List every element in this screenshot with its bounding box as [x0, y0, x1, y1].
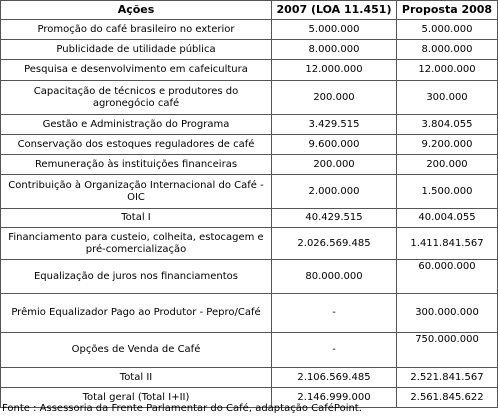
table-row	[1, 115, 498, 135]
value-2008-cell: 200.000	[397, 155, 498, 175]
value-2007-cell: 3.429.515	[272, 115, 397, 135]
value-2008-cell: 300.000.000	[397, 294, 498, 333]
value-2008-cell: 40.004.055	[397, 209, 498, 228]
acao-cell: Promoção do café brasileiro no exterior	[1, 20, 272, 40]
acao-cell: Contribuição à Organização Internacional do Café - OIC	[1, 175, 272, 209]
table-row	[1, 135, 498, 155]
value-2007-cell: 200.000	[272, 155, 397, 175]
value-2007-cell: 2.106.569.485	[272, 368, 397, 388]
total-row	[1, 368, 498, 388]
value-2008-cell: 750.000.000	[397, 333, 498, 368]
table-row	[1, 175, 498, 209]
value-2007-cell: -	[272, 333, 397, 368]
acao-cell: Prêmio Equalizador Pago ao Produtor - Pepro/Café	[1, 294, 272, 333]
acao-cell: Publicidade de utilidade pública	[1, 40, 272, 60]
total-label-cell: Total II	[1, 368, 272, 388]
table-row	[1, 60, 498, 81]
acao-cell: Opções de Venda de Café	[1, 333, 272, 368]
value-2007-cell: 9.600.000	[272, 135, 397, 155]
value-2007-cell: 40.429.515	[272, 209, 397, 228]
value-2008-cell: 2.561.845.622	[397, 388, 498, 408]
table-row	[1, 40, 498, 60]
value-2007-cell: -	[272, 294, 397, 333]
total-row	[1, 209, 498, 228]
table-row	[1, 155, 498, 175]
value-2007-cell: 5.000.000	[272, 20, 397, 40]
value-2007-cell: 80.000.000	[272, 260, 397, 294]
acao-cell: Conservação dos estoques reguladores de café	[1, 135, 272, 155]
acao-cell: Remuneração às instituições financeiras	[1, 155, 272, 175]
acao-cell: Pesquisa e desenvolvimento em cafeicultura	[1, 60, 272, 81]
table-row	[1, 260, 498, 294]
value-2007-cell: 8.000.000	[272, 40, 397, 60]
acao-cell: Equalização de juros nos financiamentos	[1, 260, 272, 294]
total-label-cell: Total I	[1, 209, 272, 228]
acao-cell: Financiamento para custeio, colheita, estocagem e pré-comercialização	[1, 228, 272, 260]
value-2008-cell: 5.000.000	[397, 20, 498, 40]
value-2008-cell: 9.200.000	[397, 135, 498, 155]
value-2008-cell: 1.500.000	[397, 175, 498, 209]
value-2008-cell: 60.000.000	[397, 260, 498, 294]
total-label-cell: Total geral (Total I+II)	[1, 388, 272, 408]
header-2008: Proposta 2008	[397, 1, 498, 20]
value-2007-cell: 2.026.569.485	[272, 228, 397, 260]
table-row	[1, 20, 498, 40]
value-2007-cell: 200.000	[272, 81, 397, 115]
acao-cell: Capacitação de técnicos e produtores do agronegócio café	[1, 81, 272, 115]
value-2008-cell: 8.000.000	[397, 40, 498, 60]
value-2007-cell: 12.000.000	[272, 60, 397, 81]
header-acoes: Ações	[1, 1, 272, 20]
table-header-row	[1, 1, 498, 20]
value-2008-cell: 3.804.055	[397, 115, 498, 135]
value-2008-cell: 300.000	[397, 81, 498, 115]
value-2008-cell: 2.521.841.567	[397, 368, 498, 388]
table-row	[1, 228, 498, 260]
value-2008-cell: 12.000.000	[397, 60, 498, 81]
value-2008-cell: 1.411.841.567	[397, 228, 498, 260]
table-row	[1, 294, 498, 333]
source-note: Fonte : Assessoria da Frente Parlamentar do Café, adaptação CaféPoint.	[2, 403, 362, 414]
acao-cell: Gestão e Administração do Programa	[1, 115, 272, 135]
table-row	[1, 81, 498, 115]
table-row	[1, 333, 498, 368]
value-2007-cell: 2.000.000	[272, 175, 397, 209]
value-2007-cell: 2.146.999.000	[272, 388, 397, 408]
header-2007: 2007 (LOA 11.451)	[272, 1, 397, 20]
